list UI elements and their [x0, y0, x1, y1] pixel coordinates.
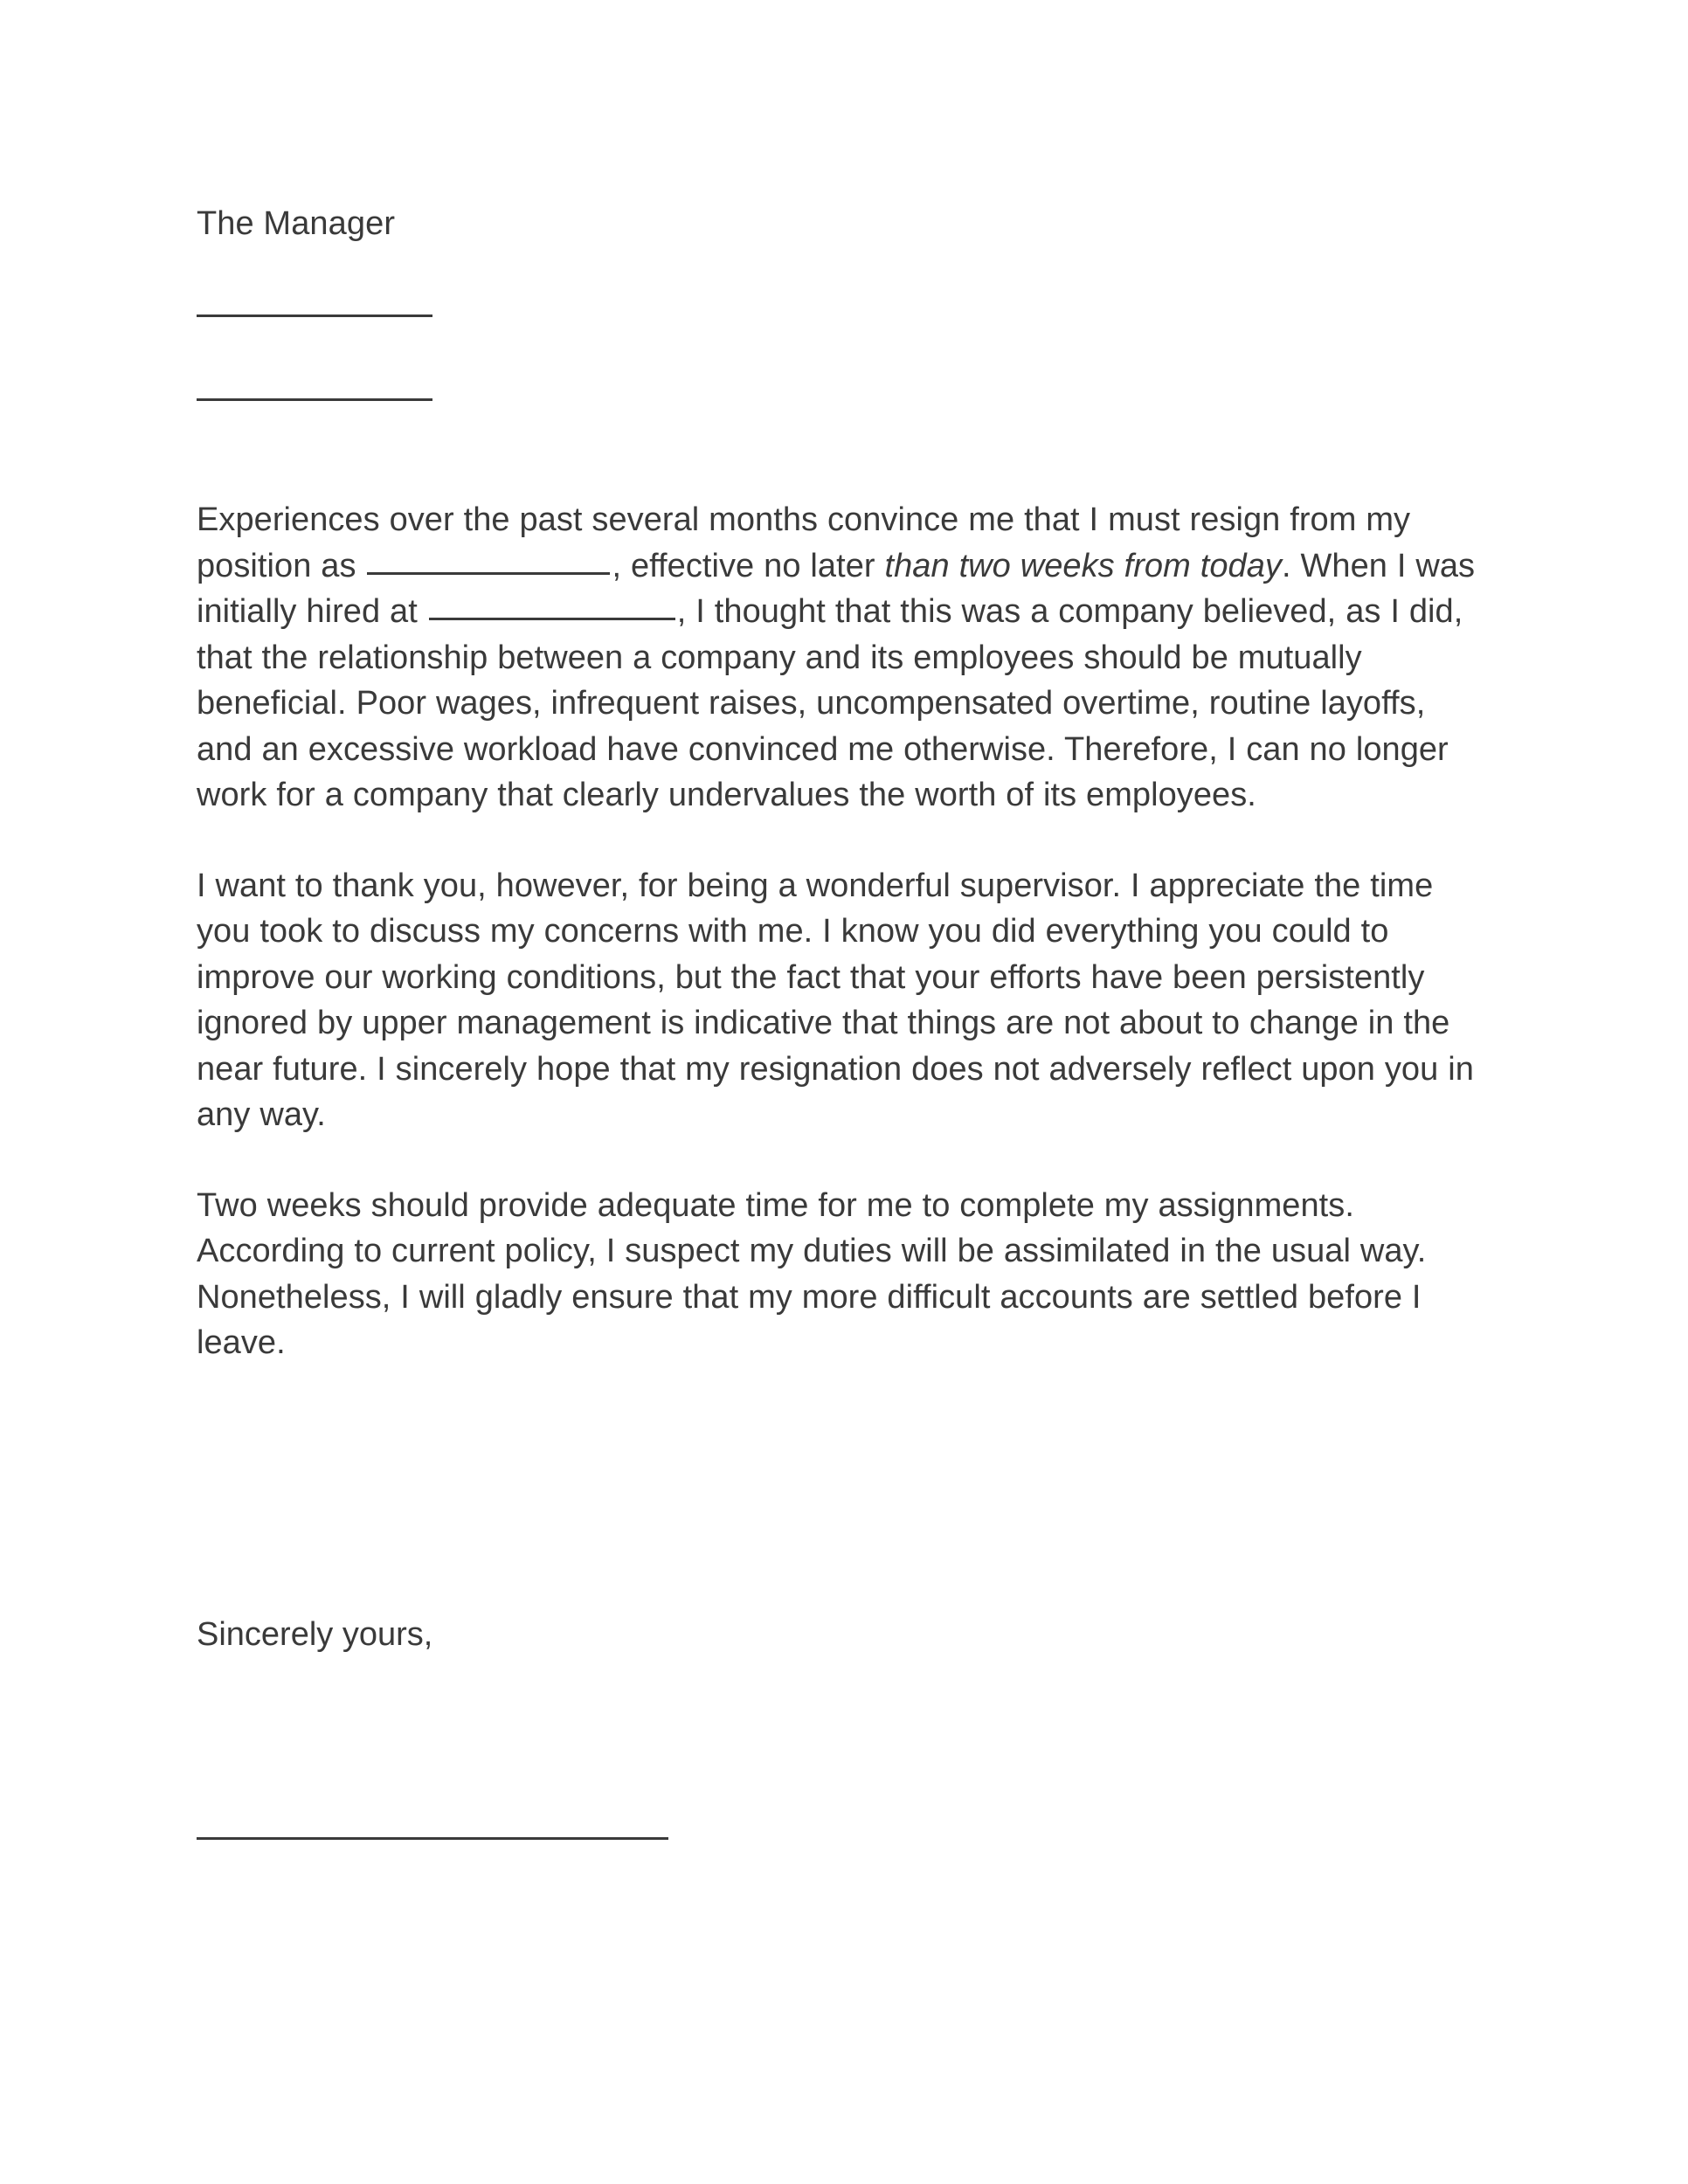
address-blank-line-1[interactable]: [197, 314, 432, 317]
paragraph-2: I want to thank you, however, for being a wonderful supervisor. I appreciate the time you took to discuss my concerns with me. I know you did everything you could to improve our working conditions, but the fact that your efforts have been persistently ignored by upper management is indicative that things are not about to change in the near future. I sincerely hope that my resignation does not adversely reflect upon you in any way.: [197, 867, 1474, 1133]
paragraph-1-segment-5: . When I was initially hired at: [197, 547, 1476, 630]
letter-content: [197, 201, 1490, 1366]
paragraph-1-segment-7: , I thought that this was a company believed, as I did, that the relationship between a company and its employees should be mutually beneficial. Poor wages, infrequent raises, uncompensated overtime, routine layoffs, and an excessive workload have convinced me otherwise. Therefore, I can no longer work for a company that clearly undervalues the worth of its employees.: [197, 593, 1463, 813]
company-name-blank[interactable]: [429, 591, 675, 620]
paragraph-3: Two weeks should provide adequate time for me to complete my assignments. According to current policy, I suspect my duties will be assimilated in the usual way. Nonetheless, I will gladly ensure that my more difficult accounts are settled before I leave.: [197, 1186, 1427, 1361]
salutation: The Manager: [197, 205, 396, 242]
address-blank-line-2[interactable]: [197, 398, 432, 401]
paragraph-1-segment-1: Experiences over the past several months convince me that I must resign from my position as: [197, 501, 1411, 584]
paragraph-1-italic-phrase: than two weeks from today: [884, 547, 1282, 584]
paragraph-1: [197, 497, 1490, 819]
closing-block: [197, 1612, 1490, 1840]
letter-paragraphs: [197, 497, 1490, 1366]
recipient-address-block: [197, 314, 1490, 401]
paragraph-1-segment-3: , effective no later: [612, 547, 885, 584]
position-title-blank[interactable]: [367, 546, 610, 575]
signature-blank-line[interactable]: [197, 1837, 668, 1840]
closing-salutation: Sincerely yours,: [197, 1616, 433, 1653]
